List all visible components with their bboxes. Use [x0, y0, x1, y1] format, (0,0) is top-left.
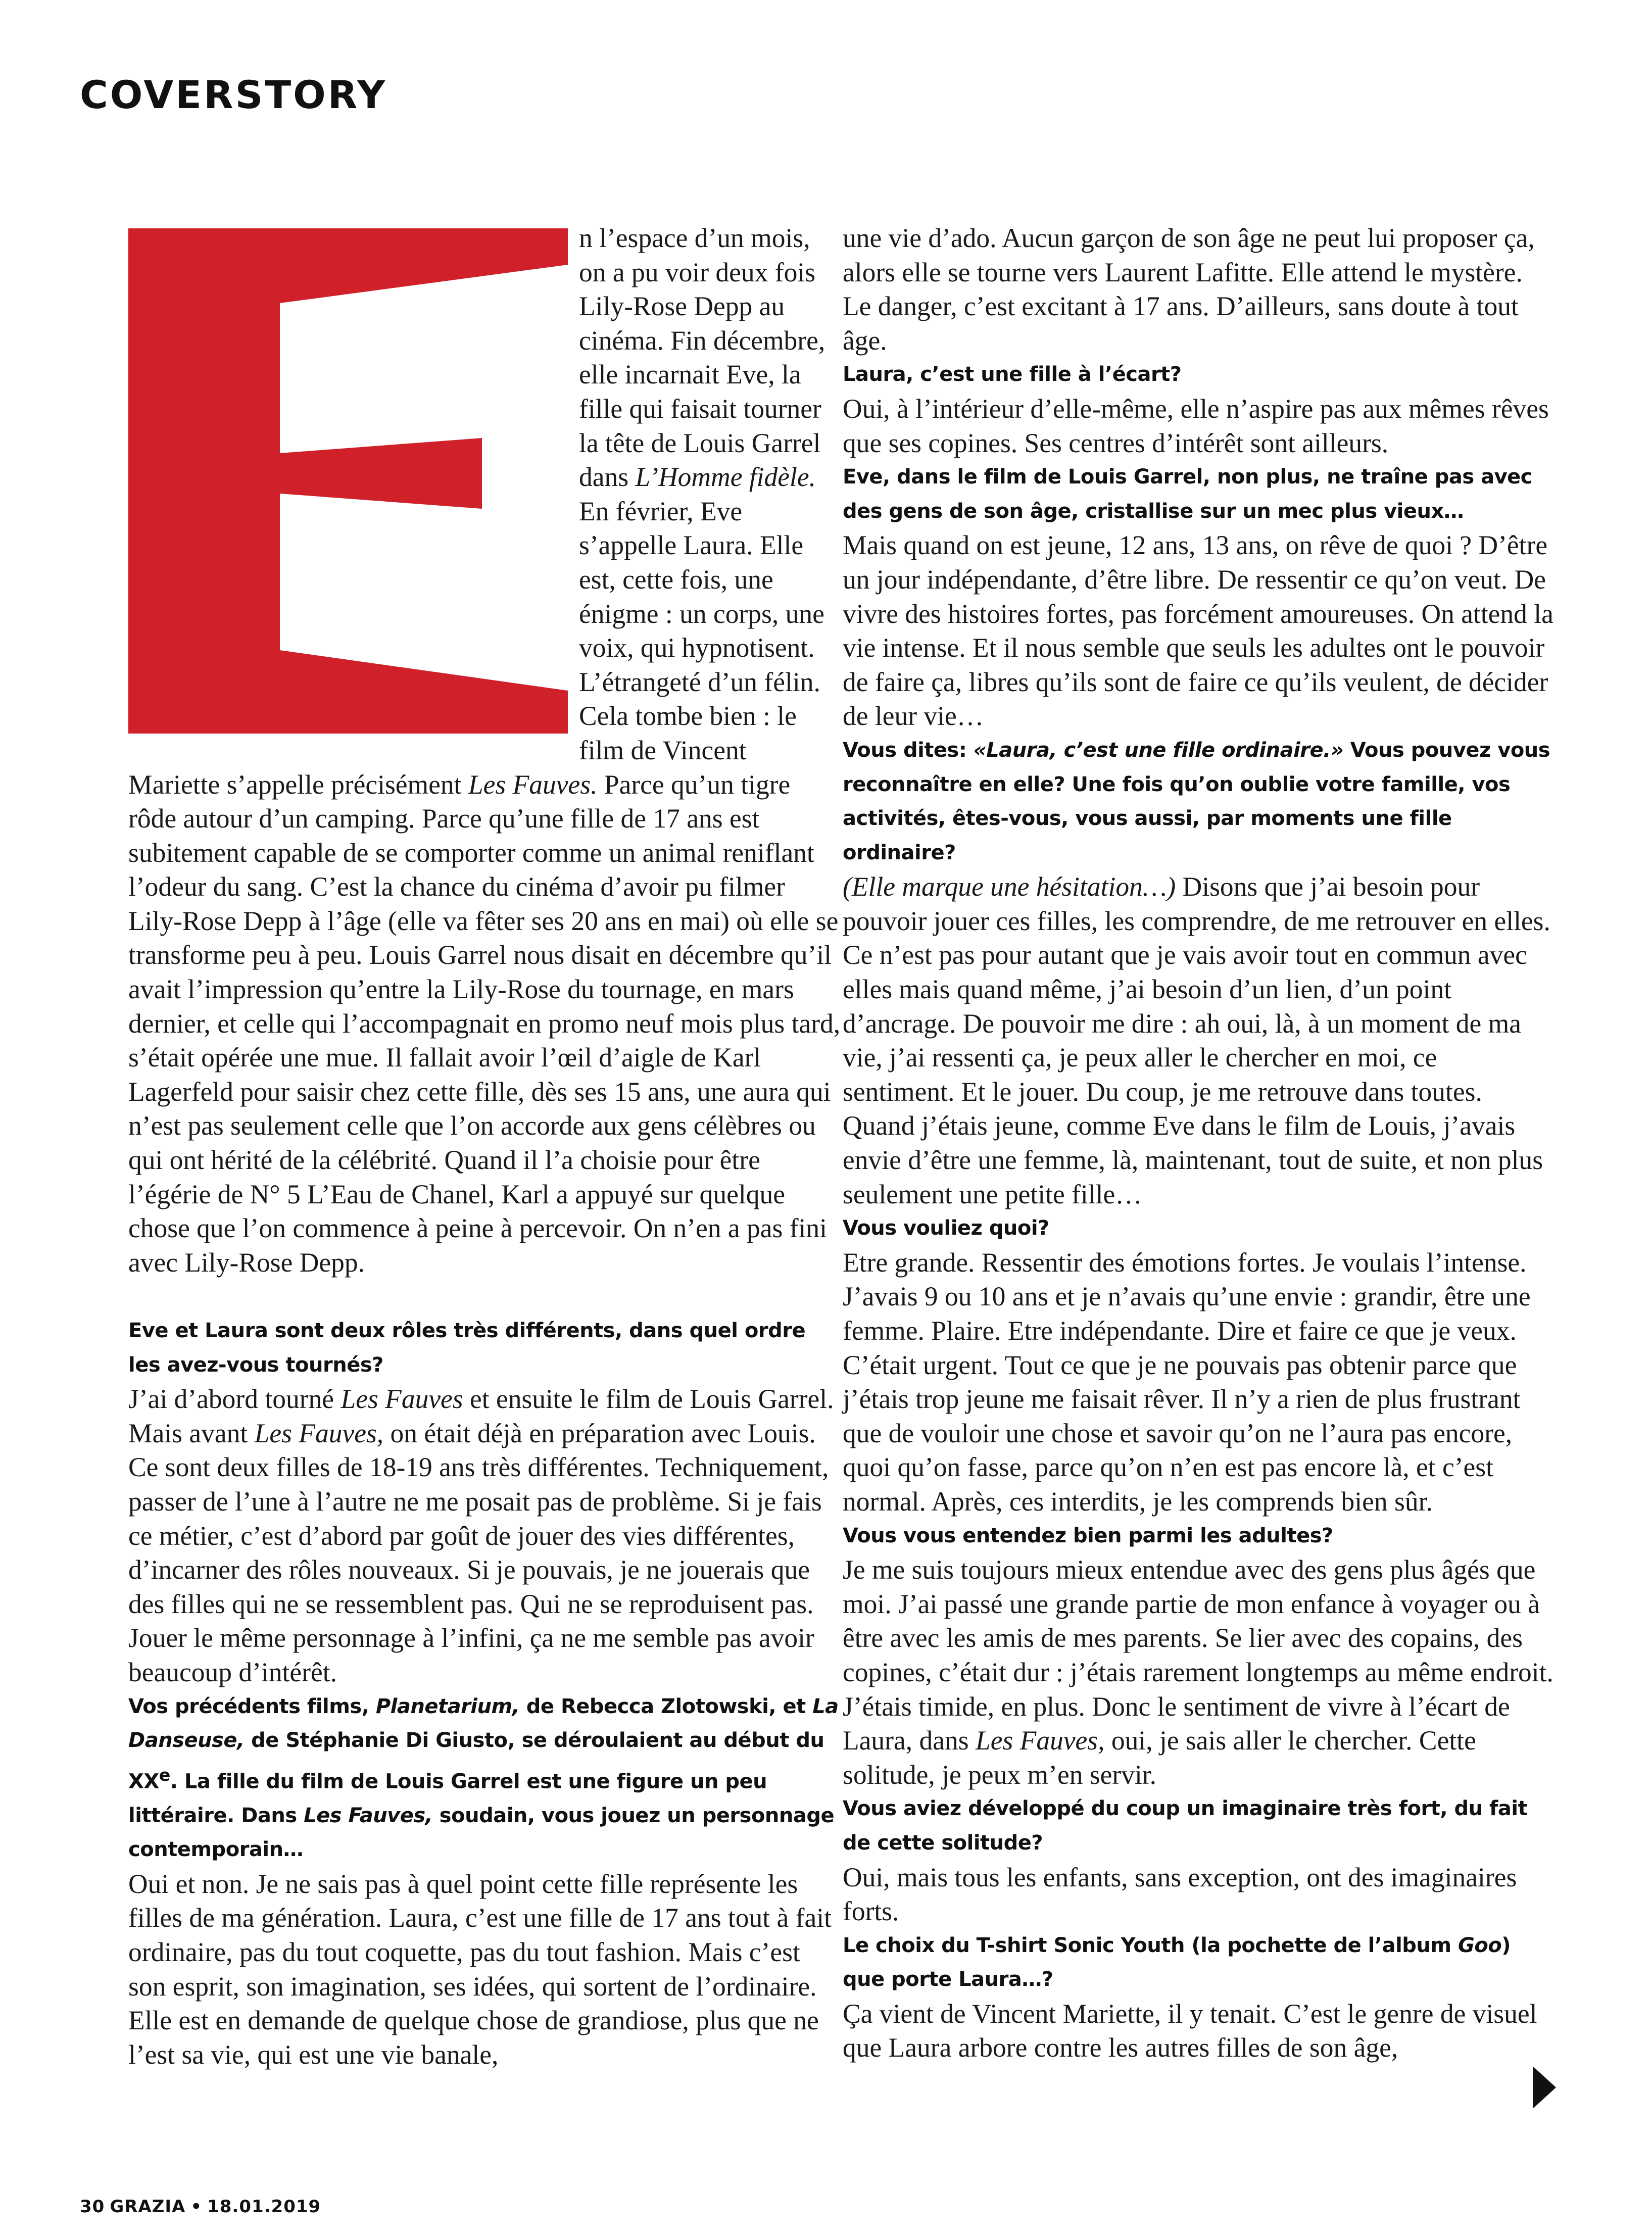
question	[843, 1929, 1555, 1997]
question-quote: «Laura, c’est une fille ordinaire.»	[973, 738, 1344, 762]
question-text: Vous pouvez vous reconnaître en elle? Une fois qu’on oublie votre famille, vos activités, êtes-vous, vous aussi, par moments une fille ordinaire?	[843, 738, 1550, 864]
question: Vous aviez développé du coup un imaginaire très fort, du fait de cette solitude?	[843, 1797, 1528, 1855]
question-superscript: e	[159, 1765, 170, 1785]
answer: une vie d’ado. Aucun garçon de son âge ne peut lui proposer ça, alors elle se tourne vers Laurent Lafitte. Elle attend le mystère. Le danger, c’est excitant à 17 ans. D’ailleurs, sans doute à tout âge.	[843, 223, 1535, 356]
question-text: de Stéphanie Di Giusto, se déroulaient au début du XX	[128, 1729, 824, 1793]
intro-text: En février, Eve s’appelle Laura. Elle est, cette fois, une énigme : un corps, une voix, qui hypnotisent. L’étrangeté d’un félin. Cela tombe bien : le film de Vincent Mariette s’appelle précisément	[128, 496, 824, 800]
answer: Mais quand on est jeune, 12 ans, 13 ans, on rêve de quoi ? D’être un jour indépendante, d’être libre. De ressentir ce qu’on veut. De vivre des histoires fortes, pas forcément amoureuses. On attend la vie intense. Et il nous semble que seuls les adultes ont le pouvoir de faire ça, libres qu’ils sont de faire ce qu’ils veulent, de décider de leur vie…	[843, 530, 1553, 732]
intro-film-title: Les Fauves.	[468, 769, 598, 800]
issue-date: 18.01.2019	[207, 2197, 321, 2217]
question-film-title: La Danseuse,	[128, 1694, 839, 1753]
answer-text: Disons que j’ai besoin pour pouvoir jouer ces filles, les comprendre, de me retrouver en elles. Ce n’est pas pour autant que je vais avoir tout en commun avec elles mais quand même, j’ai besoin d’un lien, d’un point d’ancrage. De pouvoir me dire : ah oui, là, à un moment de ma vie, j’ai ressenti ça, je peux aller le chercher en moi, ce sentiment. Et le jouer. Du coup, je me retrouve dans toutes. Quand j’étais jeune, comme Eve dans le film de Louis, j’avais envie d’être une femme, là, maintenant, tout de suite, et non plus seulement une petite fille…	[843, 871, 1550, 1209]
question-film-title: Les Fauves,	[304, 1804, 433, 1827]
continue-arrow-icon	[1533, 2066, 1556, 2109]
question-film-title: Planetarium,	[375, 1694, 520, 1718]
answer: Ça vient de Vincent Mariette, il y tenait. C’est le genre de visuel que Laura arbore contre les autres filles de son âge,	[843, 1998, 1537, 2063]
intro-text: n l’espace d’un mois, on a pu voir deux fois Lily-Rose Depp au cinéma. Fin décembre, elle incarnait Eve, la fille qui faisait tourner la tête de Louis Garrel dans	[579, 223, 825, 493]
answer-film-title: Les Fauves	[341, 1384, 463, 1415]
question	[843, 734, 1555, 870]
left-column	[128, 221, 841, 2072]
dropcap-e-shape	[128, 228, 568, 734]
intro-film-title: L’Homme fidèle.	[635, 462, 816, 493]
footer-bullet: •	[190, 2197, 203, 2217]
answer-text: Je me suis toujours mieux entendue avec des gens plus âgés que moi. J’ai passé une grande partie de mon enfance à voyager ou à être avec les amis de mes parents. Se lier avec des copains, des copines, c’était dur : j’étais rarement longtemps au même endroit. J’étais timide, en plus. Donc le sentiment de vivre à l’écart de Laura, dans	[843, 1554, 1553, 1756]
answer-text: oui, je sais aller le chercher. Cette solitude, je peux m’en servir.	[843, 1725, 1476, 1790]
dropcap-letter	[128, 228, 568, 734]
answer	[843, 1553, 1555, 1792]
section-label: COVERSTORY	[80, 72, 387, 117]
page-footer	[80, 2197, 326, 2217]
question-text: ) que porte Laura…?	[843, 1933, 1511, 1991]
answer-stage-direction: (Elle marque une hésitation…)	[843, 871, 1176, 902]
question: Eve, dans le film de Louis Garrel, non plus, ne traîne pas avec des gens de son âge, cristallise sur un mec plus vieux…	[843, 465, 1532, 523]
question-text: Le choix du T-shirt Sonic Youth (la pochette de l’album	[843, 1933, 1458, 1957]
answer	[128, 1382, 841, 1689]
question: Eve et Laura sont deux rôles très différents, dans quel ordre les avez-vous tournés?	[128, 1319, 806, 1377]
question	[128, 1690, 841, 1867]
answer-text: on était déjà en préparation avec Louis. Ce sont deux filles de 18-19 ans très différentes. Techniquement, passer de l’une à l’autre ne me posait pas de problème. Si je fais ce métier, c’est d’abord par goût de jouer des vies différentes, d’incarner des rôles nouveaux. Si je pouvais, je ne jouerais que des filles qui ne se ressemblent pas. Qui ne se reproduisent pas. Jouer le même personnage à l’infini, ça ne me semble pas avoir beaucoup d’intérêt.	[128, 1418, 829, 1687]
question-text: Vos précédents films,	[128, 1694, 376, 1718]
magazine-name: GRAZIA	[110, 2197, 186, 2217]
question-text: de Rebecca Zlotowski, et	[519, 1694, 813, 1718]
question-text: . La fille du film de Louis Garrel est une figure un peu littéraire. Dans	[128, 1770, 767, 1827]
answer-text: et ensuite le film de Louis Garrel. Mais avant	[128, 1384, 834, 1448]
answer: Oui, à l’intérieur d’elle-même, elle n’aspire pas aux mêmes rêves que ses copines. Ses centres d’intérêt sont ailleurs.	[843, 393, 1549, 458]
intro-text: Parce qu’un tigre rôde autour d’un camping. Parce qu’une fille de 17 ans est subitement capable de se comporter comme un animal reniflant l’odeur du sang. C’est la chance du cinéma d’avoir pu filmer Lily-Rose Depp à l’âge (elle va fêter ses 20 ans en mai) où elle se transforme peu à peu. Louis Garrel nous disait en décembre qu’il avait l’impression qu’entre la Lily-Rose du tournage, en mars dernier, et celle qui l’accompagnait en promo neuf mois plus tard, s’était opérée une mue. Il fallait avoir l’œil d’aigle de Karl Lagerfeld pour saisir chez cette fille, dès ses 15 ans, une aura qui n’est pas seulement celle que l’on accorde aux gens célèbres ou qui ont hérité de la célébrité. Quand il l’a choisie pour être l’égérie de N° 5 L’Eau de Chanel, Karl a appuyé sur quelque chose que l’on commence à peine à percevoir. On n’en a pas fini avec Lily-Rose Depp.	[128, 769, 841, 1278]
right-column	[843, 221, 1555, 2065]
answer: Etre grande. Ressentir des émotions fortes. Je voulais l’intense. J’avais 9 ou 10 ans et je n’avais qu’une envie : grandir, être une femme. Plaire. Etre indépendante. Dire et faire ce que je veux. C’était urgent. Tout ce que je ne pouvais pas obtenir parce que j’étais trop jeune me faisait rêver. Il n’y a rien de plus frustrant que de vouloir une chose et savoir qu’on ne l’aura pas encore, quoi qu’on fasse, parce qu’on n’en est pas encore là, et c’est normal. Après, ces interdits, je les comprends bien sûr.	[843, 1247, 1531, 1517]
answer	[843, 870, 1555, 1211]
question: Vous vouliez quoi?	[843, 1217, 1049, 1240]
answer-film-title: Les Fauves,	[254, 1418, 384, 1448]
answer: Oui et non. Je ne sais pas à quel point cette fille représente les filles de ma génération. Laura, c’est une fille de 17 ans tout à fait ordinaire, pas du tout coquette, pas du tout fashion. Mais c’est son esprit, son imagination, ses idées, qui sortent de l’ordinaire. Elle est en demande de quelque chose de grandiose, plus que ne l’est sa vie, qui est une vie banale,	[128, 1868, 832, 2070]
page-number: 30	[80, 2197, 105, 2217]
question-text: Vous dites:	[843, 738, 974, 762]
answer: Oui, mais tous les enfants, sans exception, ont des imaginaires forts.	[843, 1862, 1517, 1927]
question: Vous vous entendez bien parmi les adultes?	[843, 1524, 1333, 1547]
dropcap-e-polygon	[128, 228, 568, 734]
question: Laura, c’est une fille à l’écart?	[843, 363, 1182, 386]
question-text: soudain, vous jouez un personnage contemporain…	[128, 1804, 835, 1862]
question-album-title: Goo	[1458, 1933, 1502, 1957]
answer-film-title: Les Fauves,	[975, 1725, 1105, 1756]
answer-text: J’ai d’abord tourné	[128, 1384, 341, 1415]
